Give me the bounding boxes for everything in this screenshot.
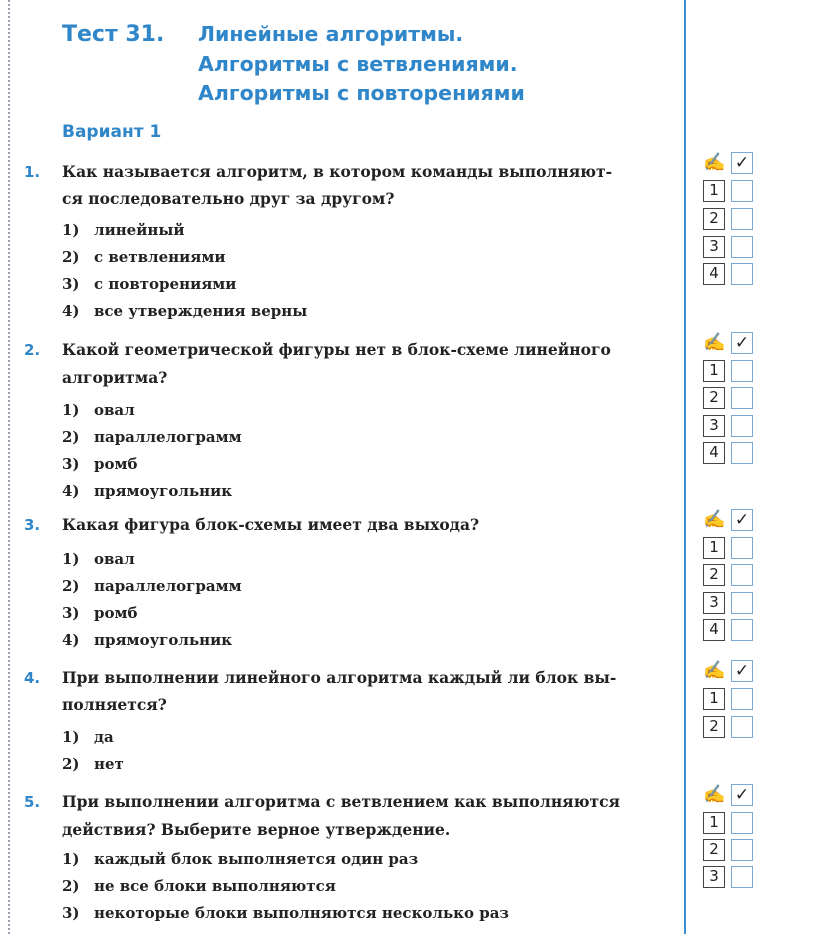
answer-row [703,688,755,712]
answer-checkbox[interactable] [731,387,753,409]
option-number: 4) [62,631,80,649]
answer-header [703,332,755,356]
answer-option [62,482,232,500]
pen-icon: ✍ [703,152,726,173]
question-number: 4. [24,669,41,687]
answer-number-label: 1 [703,812,725,834]
option-text: ромб [94,604,138,622]
question-text: При выполнении линейного алгоритма каждый ли блок вы- [62,668,617,687]
option-number: 3) [62,604,80,622]
question-text: Какая фигура блок-схемы имеет два выхода? [62,515,480,534]
question-number: 2. [24,341,41,359]
answer-row [703,839,755,863]
question-text: ся последовательно друг за другом? [62,189,395,208]
answer-option [62,401,135,419]
option-number: 2) [62,428,80,446]
answer-checkbox[interactable] [731,839,753,861]
option-text: параллелограмм [94,428,242,446]
answer-number-label: 1 [703,537,725,559]
answer-number-label: 3 [703,592,725,614]
option-number: 3) [62,275,80,293]
answer-option [62,302,307,320]
option-text: каждый блок выполняется один раз [94,850,419,868]
option-number: 1) [62,221,80,239]
answer-number-label: 2 [703,716,725,738]
option-number: 2) [62,248,80,266]
answer-row [703,592,755,616]
answer-option [62,904,509,922]
answer-header [703,509,755,533]
question-text: действия? Выберите верное утверждение. [62,820,451,839]
answer-header [703,784,755,808]
option-number: 1) [62,850,80,868]
answer-number-label: 2 [703,387,725,409]
answer-row [703,360,755,384]
answer-checkbox[interactable] [731,360,753,382]
answer-row [703,208,755,232]
answer-number-label: 2 [703,564,725,586]
answer-checkbox[interactable] [731,812,753,834]
answer-checkbox[interactable] [731,564,753,586]
checkmark-icon: ✓ [731,332,753,354]
option-text: параллелограмм [94,577,242,595]
answer-option [62,248,226,266]
question-text: полняется? [62,695,167,714]
option-text: линейный [94,221,185,239]
answer-header [703,152,755,176]
question-number: 1. [24,163,41,181]
option-text: прямоугольник [94,482,233,500]
option-number: 2) [62,577,80,595]
option-number: 1) [62,550,80,568]
answer-checkbox[interactable] [731,180,753,202]
question-text: алгоритма? [62,368,168,387]
answer-checkbox[interactable] [731,263,753,285]
test-title-line-3: Алгоритмы с повторениями [198,81,525,105]
pen-icon: ✍ [703,509,726,530]
answer-option [62,728,114,746]
answer-option [62,631,232,649]
answer-option [62,221,185,239]
option-number: 3) [62,455,80,473]
answer-row [703,415,755,439]
answer-row [703,442,755,466]
question-text: Какой геометрической фигуры нет в блок-схеме линейного [62,340,611,359]
answer-header [703,660,755,684]
answer-checkbox[interactable] [731,415,753,437]
option-number: 1) [62,728,80,746]
answer-column-divider [684,0,686,934]
answer-checkbox[interactable] [731,688,753,710]
answer-option [62,275,236,293]
pen-icon: ✍ [703,660,726,681]
option-text: прямоугольник [94,631,233,649]
answer-row [703,619,755,643]
checkmark-icon: ✓ [731,152,753,174]
option-text: с ветвлениями [94,248,226,266]
answer-row [703,263,755,287]
answer-option [62,604,138,622]
test-number: Тест 31. [62,22,165,47]
answer-checkbox[interactable] [731,866,753,888]
answer-number-label: 3 [703,866,725,888]
answer-number-label: 1 [703,360,725,382]
question-text: Как называется алгоритм, в котором команды выполняют- [62,162,613,181]
answer-row [703,387,755,411]
answer-number-label: 2 [703,839,725,861]
option-text: овал [94,550,135,568]
option-text: да [94,728,114,746]
checkmark-icon: ✓ [731,660,753,682]
option-text: все утверждения верны [94,302,308,320]
answer-number-label: 4 [703,619,725,641]
perforation-line [8,0,10,934]
checkmark-icon: ✓ [731,784,753,806]
answer-number-label: 1 [703,180,725,202]
answer-number-label: 4 [703,263,725,285]
answer-option [62,850,418,868]
test-title-line-1: Линейные алгоритмы. [198,22,464,46]
option-text: ромб [94,455,138,473]
answer-row [703,537,755,561]
pen-icon: ✍ [703,784,726,805]
option-text: с повторениями [94,275,237,293]
answer-checkbox[interactable] [731,592,753,614]
answer-number-label: 3 [703,415,725,437]
answer-number-label: 2 [703,208,725,230]
answer-option [62,455,138,473]
pen-icon: ✍ [703,332,726,353]
answer-option [62,755,124,773]
question-number: 5. [24,793,41,811]
answer-checkbox[interactable] [731,619,753,641]
answer-row [703,564,755,588]
answer-number-label: 4 [703,442,725,464]
answer-checkbox[interactable] [731,716,753,738]
option-text: нет [94,755,124,773]
variant-label: Вариант 1 [62,122,162,142]
option-text: некоторые блоки выполняются несколько раз [94,904,509,922]
answer-checkbox[interactable] [731,236,753,258]
question-text: При выполнении алгоритма с ветвлением как выполняются [62,792,620,811]
answer-checkbox[interactable] [731,537,753,559]
answer-row [703,866,755,890]
option-text: не все блоки выполняются [94,877,336,895]
answer-option [62,577,242,595]
option-number: 1) [62,401,80,419]
answer-row [703,180,755,204]
option-number: 4) [62,302,80,320]
option-number: 3) [62,904,80,922]
answer-row [703,236,755,260]
answer-option [62,877,336,895]
answer-option [62,428,242,446]
option-number: 2) [62,755,80,773]
option-text: овал [94,401,135,419]
answer-checkbox[interactable] [731,442,753,464]
checkmark-icon: ✓ [731,509,753,531]
answer-option [62,550,135,568]
answer-number-label: 3 [703,236,725,258]
answer-row [703,716,755,740]
answer-row [703,812,755,836]
answer-number-label: 1 [703,688,725,710]
option-number: 4) [62,482,80,500]
test-title-line-2: Алгоритмы с ветвлениями. [198,52,518,76]
answer-checkbox[interactable] [731,208,753,230]
option-number: 2) [62,877,80,895]
question-number: 3. [24,516,41,534]
